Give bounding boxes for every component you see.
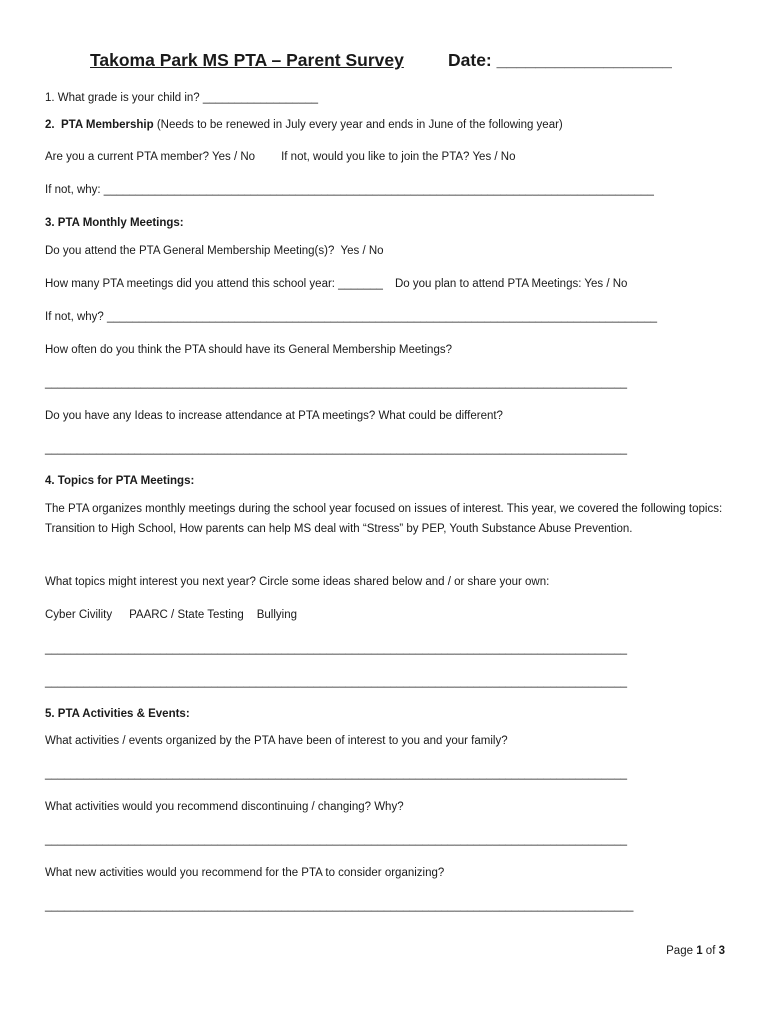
page-current: 1 [696, 945, 703, 957]
answer-line-ideas[interactable]: ___________________________________________________________________________________________ [45, 443, 628, 455]
page-total: 3 [718, 945, 725, 957]
section-2-note: (Needs to be renewed in July every year and ends in June of the following year) [153, 119, 563, 131]
question-meeting-count-row [45, 277, 627, 291]
topic-bullying[interactable]: Bullying [256, 609, 298, 621]
section-2-heading [45, 118, 563, 132]
section-4-heading: 4. Topics for PTA Meetings: [45, 475, 195, 487]
question-new-activities: What new activities would you recommend for the PTA to consider organizing? [45, 867, 445, 879]
topic-cyber-civility[interactable]: Cyber Civility [45, 609, 113, 621]
question-activities-interest: What activities / events organized by the PTA have been of interest to you and your family? [45, 735, 508, 747]
question-meeting-count[interactable]: How many PTA meetings did you attend this school year: _______ [45, 278, 383, 290]
question-meeting-frequency: How often do you think the PTA should have its General Membership Meetings? [45, 344, 452, 356]
answer-line-topics-2[interactable]: ___________________________________________________________________________________________ [45, 676, 628, 688]
section-5-heading: 5. PTA Activities & Events: [45, 708, 190, 720]
page-title-text: Takoma Park MS PTA – Parent Survey [90, 50, 404, 70]
question-attendance-ideas: Do you have any Ideas to increase attendance at PTA meetings? What could be different? [45, 410, 503, 422]
question-plan-attend[interactable]: Do you plan to attend PTA Meetings: Yes / No [394, 278, 628, 290]
page-title [90, 50, 404, 71]
answer-line-discontinue[interactable]: ___________________________________________________________________________________________ [45, 834, 628, 846]
question-attend-meetings[interactable]: Do you attend the PTA General Membership Meeting(s)? Yes / No [45, 245, 384, 257]
answer-line-activities[interactable]: ___________________________________________________________________________________________ [45, 768, 628, 780]
section-3-heading: 3. PTA Monthly Meetings: [45, 217, 184, 229]
answer-line-topics-1[interactable]: ___________________________________________________________________________________________ [45, 643, 628, 655]
question-topics: What topics might interest you next year? Circle some ideas shared below and / or share your own: [45, 576, 550, 588]
question-current-member[interactable]: Are you a current PTA member? Yes / No [45, 151, 256, 163]
section-2-title: 2. PTA Membership [45, 119, 154, 131]
page-word: Page [666, 945, 697, 957]
page-number [666, 945, 725, 957]
section-4-paragraph: The PTA organizes monthly meetings during the school year focused on issues of interest. This year, we covered the following topics: Transition to High School, How parents can help MS deal with “Stress” by PEP, Youth Substance Abuse Prevention. [45, 503, 723, 535]
question-meetings-why[interactable]: If not, why? ______________________________________________________________________________________ [45, 311, 658, 323]
of-word: of [702, 945, 719, 957]
question-grade[interactable]: 1. What grade is your child in? __________________ [45, 92, 319, 104]
question-membership-why[interactable]: If not, why: ______________________________________________________________________________________ [45, 184, 654, 196]
topic-paarc-testing[interactable]: PAARC / State Testing [129, 609, 244, 621]
topic-options [45, 608, 297, 622]
question-membership-row [45, 150, 516, 164]
answer-line-frequency[interactable]: ___________________________________________________________________________________________ [45, 377, 628, 389]
answer-line-new-activities[interactable]: ____________________________________________________________________________________________ [45, 900, 634, 912]
question-discontinue: What activities would you recommend discontinuing / changing? Why? [45, 801, 404, 813]
question-join-pta[interactable]: If not, would you like to join the PTA? Yes / No [281, 151, 516, 163]
date-field[interactable]: Date: __________________ [448, 50, 672, 70]
